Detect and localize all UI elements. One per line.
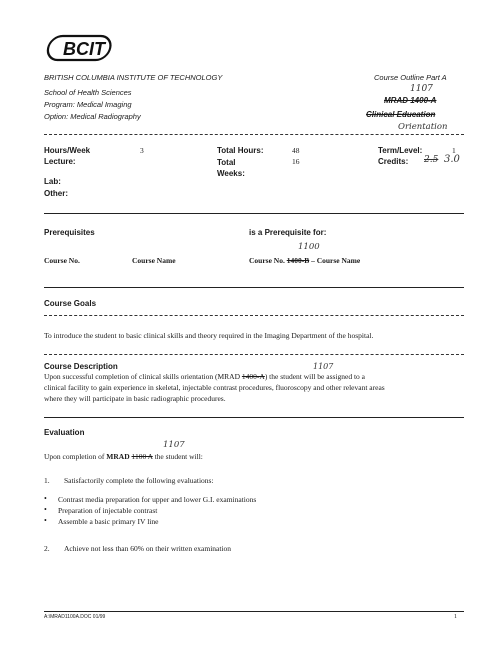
form-label: Course Outline Part A (374, 73, 447, 82)
hours-week-value: 3 (140, 146, 144, 155)
hours-week-label: Hours/Week (44, 146, 91, 155)
goals-text: To introduce the student to basic clinical skills and theory required in the Imaging Department of the hospital. (44, 331, 374, 340)
page-number: 1 (454, 614, 457, 620)
prereq-divider (44, 287, 464, 288)
description-line-1-end: ) the student will be assigned to a (264, 372, 366, 381)
description-line-3: where they will participate in basic radiographic procedures. (44, 394, 226, 403)
prereq-course-no-label: Course No. (44, 256, 80, 265)
evaluation-item-1-number: 1. (44, 476, 50, 485)
is-prereq-handwritten: 1100 (298, 242, 320, 252)
course-title: Clinical Education (366, 110, 436, 119)
course-title-handwritten: Orientation (398, 122, 448, 132)
header-divider (44, 134, 464, 135)
total-weeks-label: Total Weeks: (217, 158, 245, 178)
hours-divider (44, 213, 464, 214)
program-name: Program: Medical Imaging (44, 100, 132, 109)
evaluation-item-1: Satisfactorily complete the following evaluations: (64, 476, 214, 485)
list-item: • Preparation of injectable contrast (44, 506, 256, 517)
school-name: School of Health Sciences (44, 88, 132, 97)
footer-file-ref: A:\MRAD1100A.DOC 01/99 (44, 614, 106, 620)
lab-label: Lab: (44, 177, 61, 186)
evaluation-code: MRAD (106, 452, 130, 461)
is-prereq-course-line: Course No. 1400-B – Course Name (249, 256, 361, 265)
description-code-old: 1400-A (241, 372, 265, 381)
evaluation-bullet-list (44, 495, 256, 528)
total-hours-value: 48 (292, 146, 300, 155)
footer-divider (44, 611, 464, 612)
credits-new: 3.0 (444, 154, 460, 165)
description-divider (44, 417, 464, 418)
logo-text: BCIT (63, 39, 105, 59)
credits-old: 2.5 (424, 155, 439, 165)
prereq-course-name-label: Course Name (132, 256, 176, 265)
goals-heading: Course Goals (44, 299, 97, 308)
is-prereq-heading: is a Prerequisite for: (249, 228, 327, 237)
option-name: Option: Medical Radiography (44, 112, 141, 121)
evaluation-intro-end: the student will: (152, 452, 203, 461)
description-line-1-start: Upon successful completion of clinical skills orientation (MRAD (44, 372, 242, 381)
evaluation-item-2: Achieve not less than 60% on their written examination (64, 544, 232, 553)
other-label: Other: (44, 189, 68, 198)
term-label: Term/Level: (378, 146, 423, 155)
list-item: • Contrast media preparation for upper and lower G.I. examinations (44, 495, 256, 506)
bcit-logo (44, 30, 120, 68)
goals-divider (44, 354, 464, 355)
list-item: • Assemble a basic primary IV line (44, 517, 256, 528)
evaluation-code-old: 1100 A (131, 452, 153, 461)
lecture-label: Lecture: (44, 157, 76, 166)
evaluation-heading: Evaluation (44, 428, 85, 437)
is-prereq-course-name-label: Course Name (316, 256, 361, 265)
evaluation-intro (44, 452, 203, 461)
is-prereq-course-code: 1400-B (286, 256, 310, 265)
total-hours-label: Total Hours: (217, 146, 264, 155)
description-line-1 (44, 372, 365, 381)
evaluation-intro-start: Upon completion of (44, 452, 107, 461)
term-value: 1 (452, 146, 456, 155)
institute-name: BRITISH COLUMBIA INSTITUTE OF TECHNOLOGY (44, 73, 223, 82)
description-line-2: clinical facility to gain experience in skeletal, injectable contrast procedures, fluoroscopy and other relevant areas (44, 383, 385, 392)
description-heading: Course Description (44, 362, 118, 371)
prereq-heading: Prerequisites (44, 228, 95, 237)
course-code-handwritten: 1107 (410, 84, 433, 94)
credits-label: Credits: (378, 157, 409, 166)
description-handwritten: 1107 (313, 362, 334, 371)
course-code: MRAD 1400-A (384, 96, 437, 105)
total-weeks-value: 16 (292, 157, 300, 166)
is-prereq-course-no-label: Course No. (249, 256, 285, 265)
evaluation-handwritten: 1107 (163, 440, 185, 450)
evaluation-item-2-number: 2. (44, 544, 50, 553)
goals-heading-divider (44, 315, 464, 316)
